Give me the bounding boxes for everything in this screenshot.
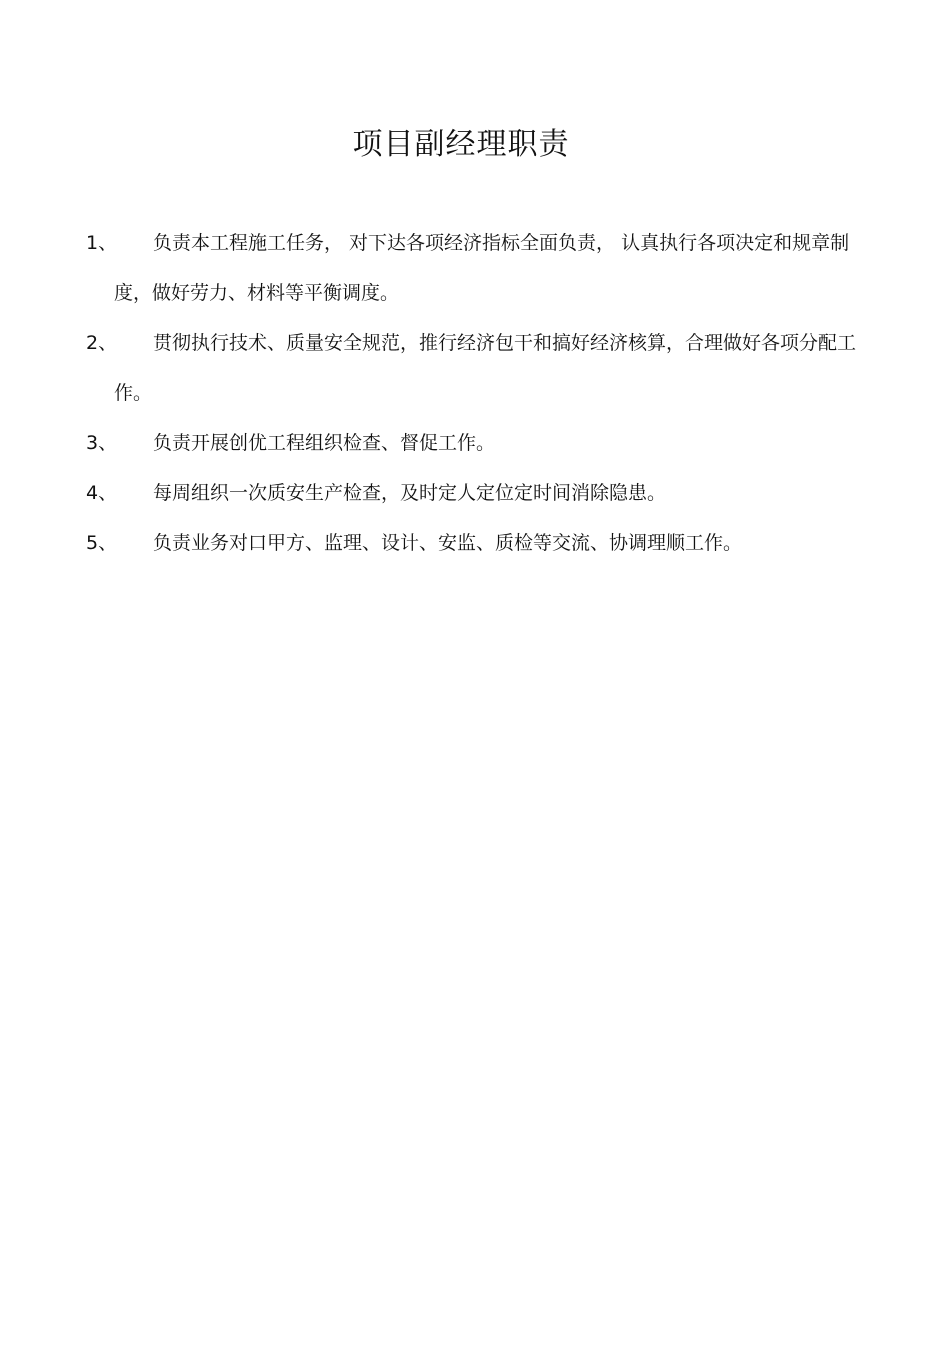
item-number: 4、 <box>86 482 118 504</box>
item-number: 5、 <box>86 532 118 554</box>
list-item <box>86 218 866 318</box>
item-text: 每周组织一次质安生产检查，及时定人定位定时间消除隐患。 <box>153 482 667 504</box>
list-item <box>86 318 866 418</box>
item-text: 负责本工程施工任务， 对下达各项经济指标全面负责， 认真执行各项决定和规章制度，做好劳力、材料等平衡调度。 <box>114 232 850 304</box>
list-item <box>86 418 866 468</box>
item-text: 贯彻执行技术、质量安全规范，推行经济包干和搞好经济核算，合理做好各项分配工作。 <box>114 332 857 404</box>
item-text: 负责业务对口甲方、监理、设计、安监、质检等交流、协调理顺工作。 <box>153 532 743 554</box>
list-item <box>86 518 866 568</box>
item-text: 负责开展创优工程组织检查、督促工作。 <box>153 432 496 454</box>
list-item <box>86 468 866 518</box>
document-title: 项目副经理职责 <box>352 127 570 162</box>
item-number: 3、 <box>86 432 118 454</box>
item-number: 2、 <box>86 332 118 354</box>
item-number: 1、 <box>86 232 118 254</box>
